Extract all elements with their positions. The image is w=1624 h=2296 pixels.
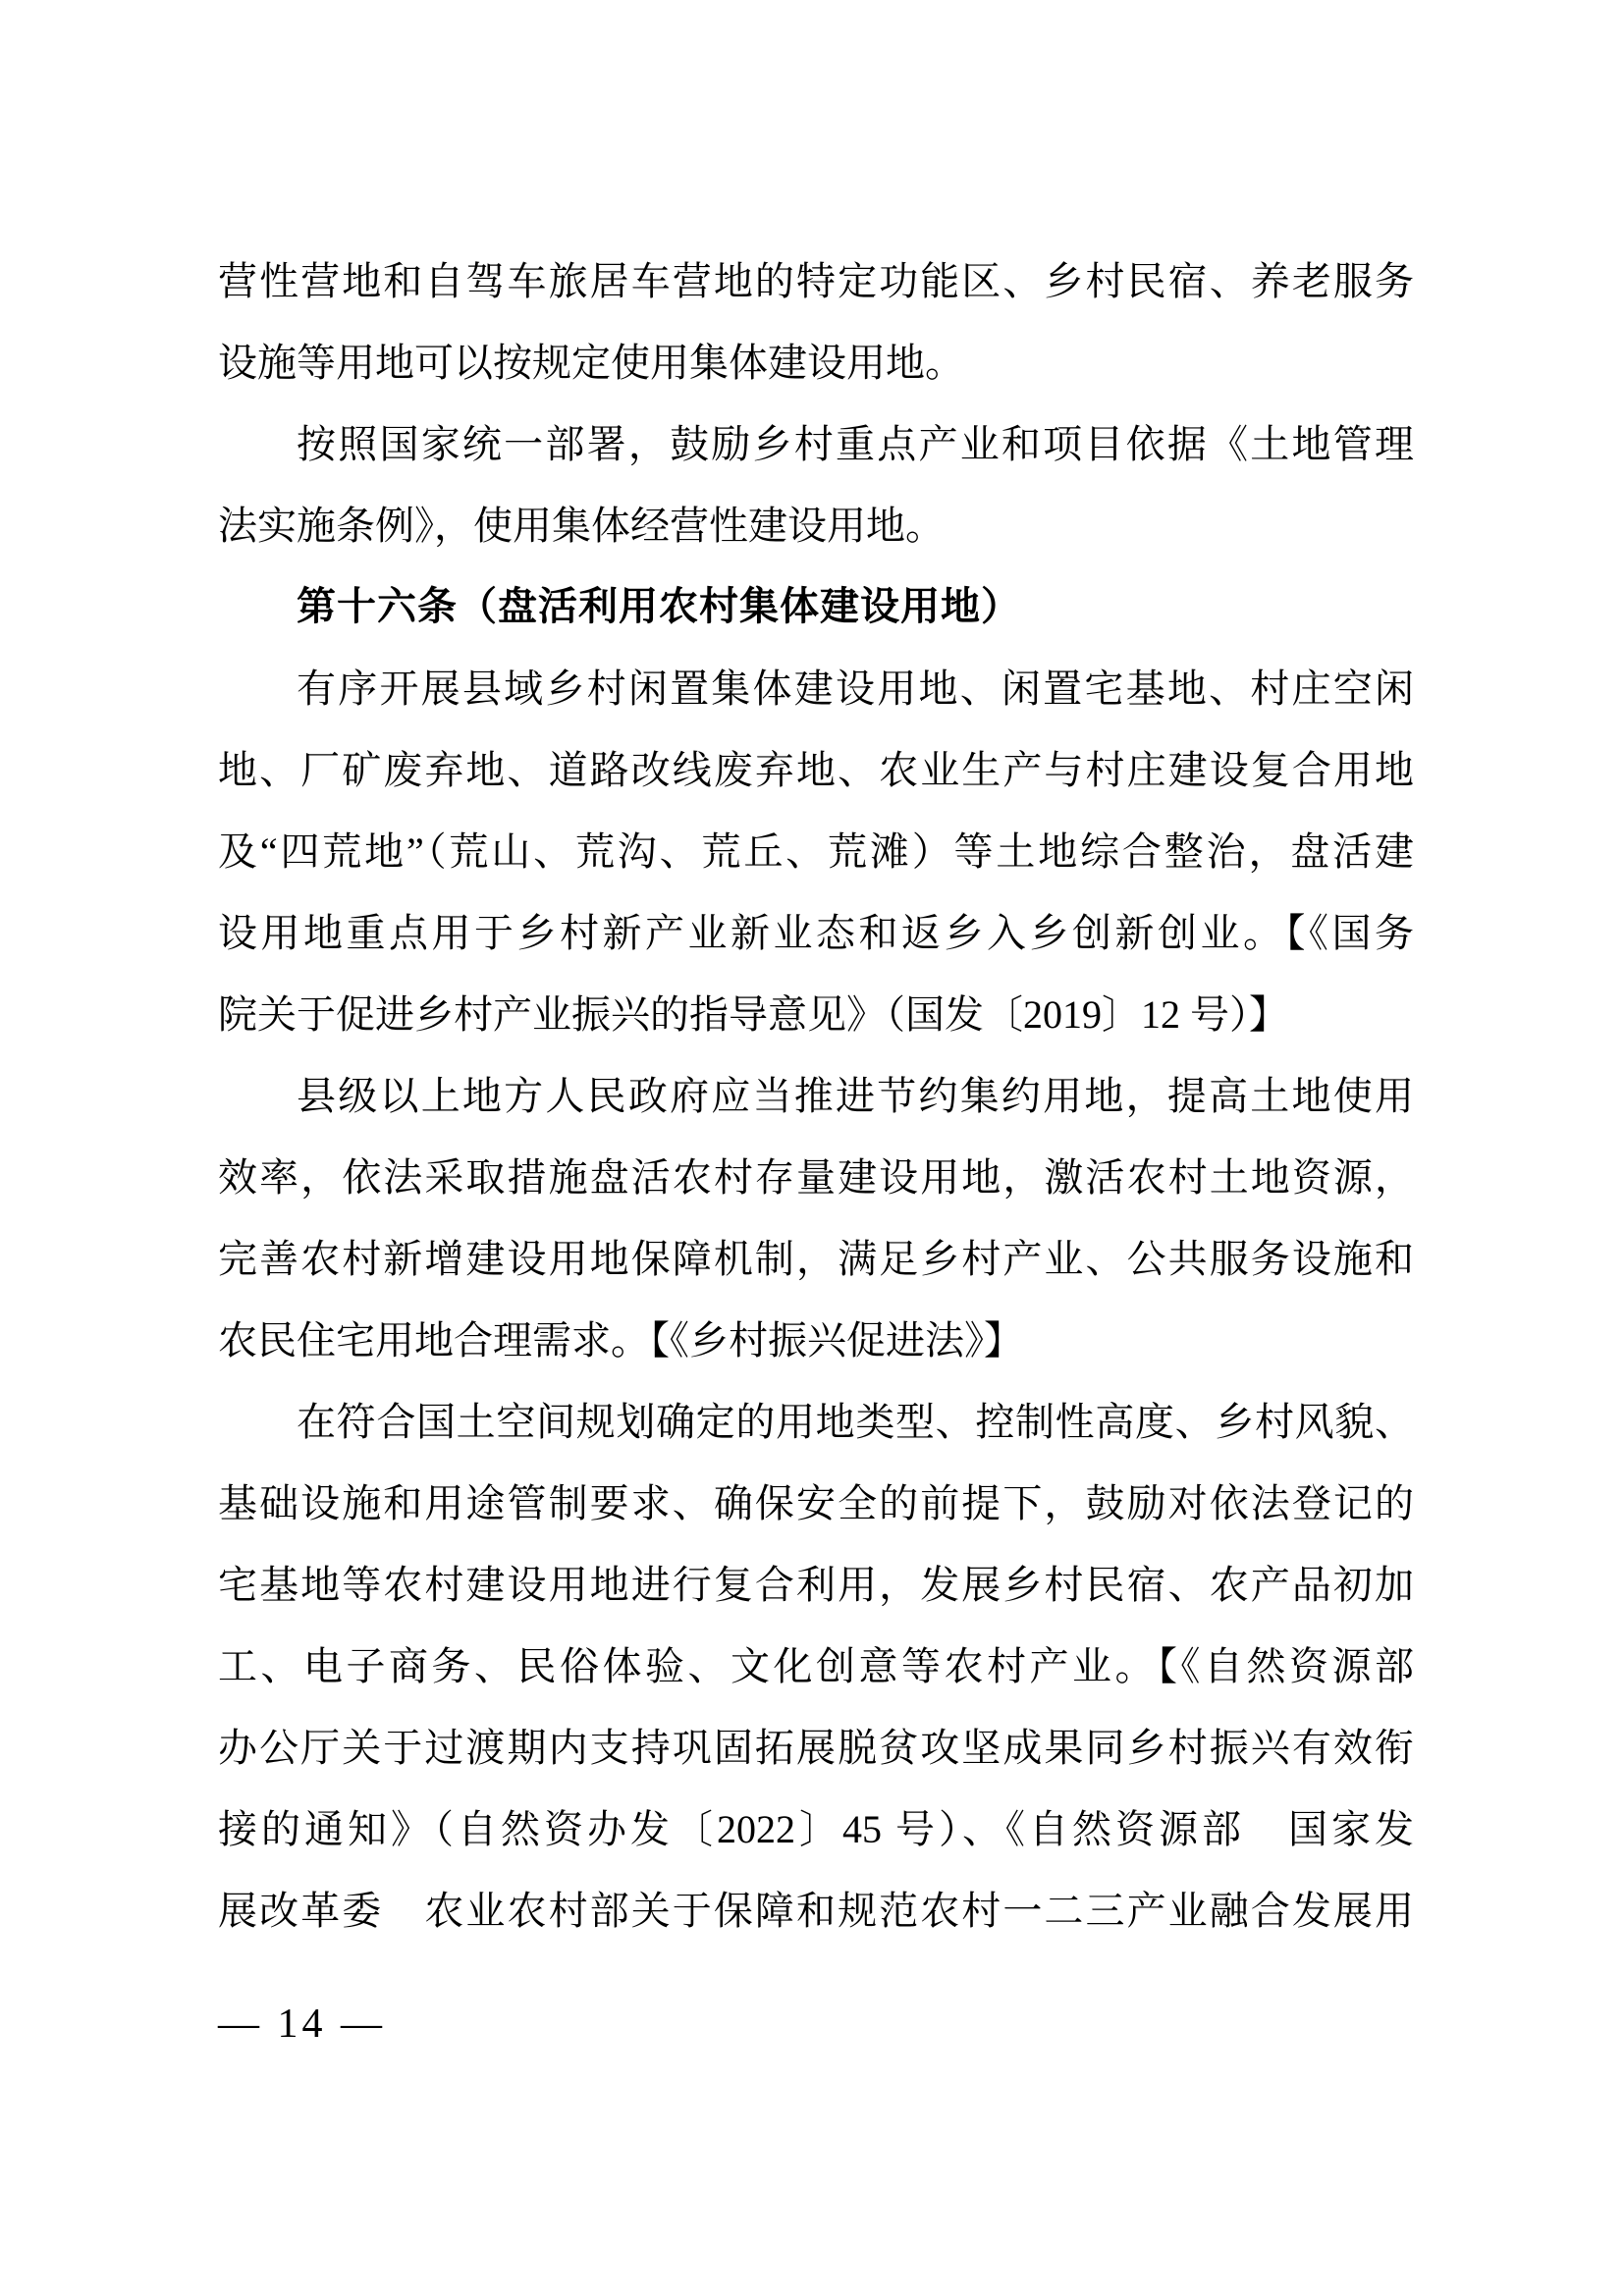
text-line: 接的通知》（自然资办发〔2022〕45 号）、《自然资源部 国家发 (218, 1807, 1414, 1851)
text-line: 宅基地等农村建设用地进行复合利用，发展乡村民宿、农产品初加 (218, 1563, 1414, 1607)
text-line: 完善农村新增建设用地保障机制，满足乡村产业、公共服务设施和 (218, 1237, 1414, 1281)
text-line: 营性营地和自驾车旅居车营地的特定功能区、乡村民宿、养老服务 (218, 259, 1414, 303)
text-line: 地、厂矿废弃地、道路改线废弃地、农业生产与村庄建设复合用地 (218, 748, 1414, 792)
text-line: 工、电子商务、民俗体验、文化创意等农村产业。【《自然资源部 (218, 1644, 1414, 1688)
text-line: 院关于促进乡村产业振兴的指导意见》（国发〔2019〕12 号）】 (218, 992, 1288, 1037)
page-number: — 14 — (218, 2002, 386, 2047)
text-line: 按照国家统一部署，鼓励乡村重点产业和项目依据《土地管理 (297, 422, 1414, 466)
text-line: 在符合国土空间规划确定的用地类型、控制性高度、乡村风貌、 (297, 1400, 1414, 1444)
text-line: 基础设施和用途管制要求、确保安全的前提下，鼓励对依法登记的 (218, 1481, 1414, 1525)
text-line: 法实施条例》，使用集体经营性建设用地。 (218, 504, 945, 548)
text-line: 及“四荒地”（荒山、荒沟、荒丘、荒滩）等土地综合整治，盘活建 (218, 829, 1414, 874)
text-line: 办公厅关于过渡期内支持巩固拓展脱贫攻坚成果同乡村振兴有效衔 (218, 1726, 1414, 1770)
text-line: 有序开展县域乡村闲置集体建设用地、闲置宅基地、村庄空闲 (297, 667, 1414, 711)
text-line: 展改革委 农业农村部关于保障和规范农村一二三产业融合发展用 (218, 1889, 1414, 1933)
text-line: 设施等用地可以按规定使用集体建设用地。 (218, 341, 964, 385)
text-line: 县级以上地方人民政府应当推进节约集约用地，提高土地使用 (297, 1074, 1414, 1118)
text-line: 设用地重点用于乡村新产业新业态和返乡入乡创新创业。【《国务 (218, 911, 1414, 955)
document-body (218, 240, 1414, 1951)
text-line: 农民住宅用地合理需求。【《乡村振兴促进法》】 (218, 1318, 1023, 1362)
article-heading: 第十六条（盘活利用农村集体建设用地） (297, 585, 1021, 628)
text-line: 效率，依法采取措施盘活农村存量建设用地，激活农村土地资源， (218, 1155, 1414, 1200)
